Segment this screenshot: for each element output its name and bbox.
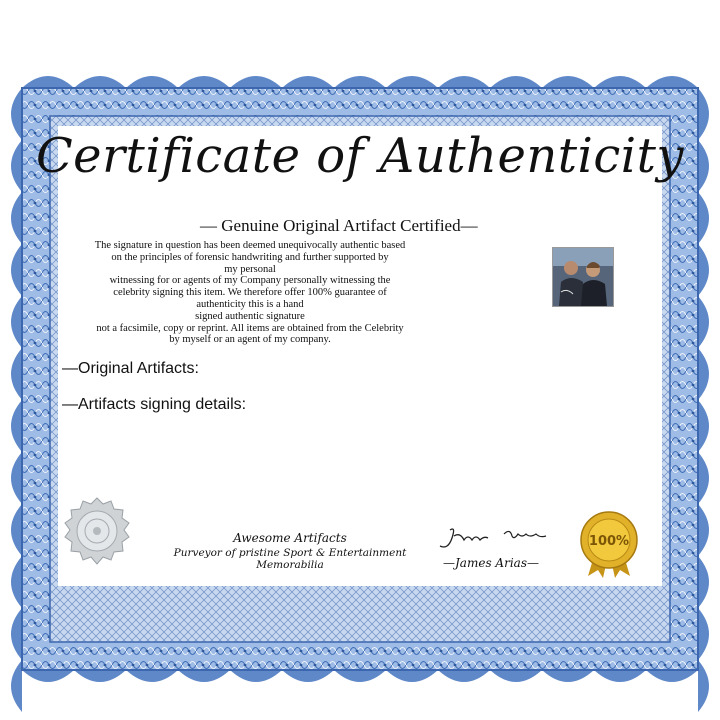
scallop-right [698,608,709,660]
scallop-left [11,244,22,296]
signer-name: —James Arias— [443,556,539,570]
seal-text: 100% [588,534,630,549]
scallop-top [334,76,386,88]
scallop-bottom [334,670,386,682]
scallop-right [698,556,709,608]
scallop-right [698,660,709,712]
certificate-panel [58,126,662,586]
scallop-left [11,556,22,608]
scallop-bottom [386,670,438,682]
scallop-bottom [230,670,282,682]
statement-line: celebrity signing this item. We therefore offer 100% guarantee of [113,287,387,299]
scallop-top [438,76,490,88]
scallop-bottom [22,670,74,682]
scallop-left [11,296,22,348]
company-name: Awesome Artifacts [233,531,347,545]
scallop-bottom [646,670,698,682]
scallop-left [11,452,22,504]
scallop-top [126,76,178,88]
statement-line: The signature in question has been deemed unequivocally authentic based [94,240,406,251]
scallop-bottom [126,670,178,682]
statement-line: not a facsimile, copy or reprint. All items are obtained from the Celebrity [96,322,404,334]
scallop-right [698,244,709,296]
scallop-left [11,192,22,244]
statement-line: on the principles of forensic handwriting and further supported by [111,251,389,263]
handwritten-signature [430,524,560,554]
guarantee-seal-icon [578,510,640,578]
scallop-top [542,76,594,88]
scallop-bottom [490,670,542,682]
scallop-left [11,348,22,400]
scallop-right [698,296,709,348]
celebrity-photo [552,247,614,307]
signing-details-label: —Artifacts signing details: [62,396,247,413]
scallop-right [698,400,709,452]
scallop-bottom [74,670,126,682]
scallop-bottom [594,670,646,682]
scallop-left [11,608,22,660]
statement-line: my personal [224,263,276,275]
scallop-bottom [542,670,594,682]
scallop-bottom [438,670,490,682]
company-signature-block [140,531,440,571]
scallop-top [22,76,74,88]
scallop-top [646,76,698,88]
scallop-top [178,76,230,88]
statement-line: authenticity this is a hand [196,298,304,310]
scallop-top [594,76,646,88]
scallop-top [490,76,542,88]
scallop-left [11,504,22,556]
certificate-title: Certificate of Authenticity [35,128,685,184]
statement-line: by myself or an agent of my company. [169,334,331,346]
scallop-left [11,660,22,712]
scallop-bottom [178,670,230,682]
statement-line: signed authentic signature [195,310,305,322]
statement-line: witnessing for or agents of my Company personally witnessing the [109,275,391,287]
embossed-seal-icon [62,496,132,566]
scallop-bottom [282,670,334,682]
scallop-right [698,348,709,400]
scallop-top [230,76,282,88]
scallop-left [11,400,22,452]
company-tagline: Purveyor of pristine Sport & Entertainment Memorabilia [173,547,407,571]
original-artifacts-label: —Original Artifacts: [62,360,199,377]
scallop-right [698,192,709,244]
scallop-top [282,76,334,88]
scallop-top [74,76,126,88]
certificate-subtitle: — Genuine Original Artifact Certified— [200,216,478,235]
authenticity-statement [60,240,440,346]
scallop-top [386,76,438,88]
scallop-right [698,504,709,556]
scallop-right [698,452,709,504]
